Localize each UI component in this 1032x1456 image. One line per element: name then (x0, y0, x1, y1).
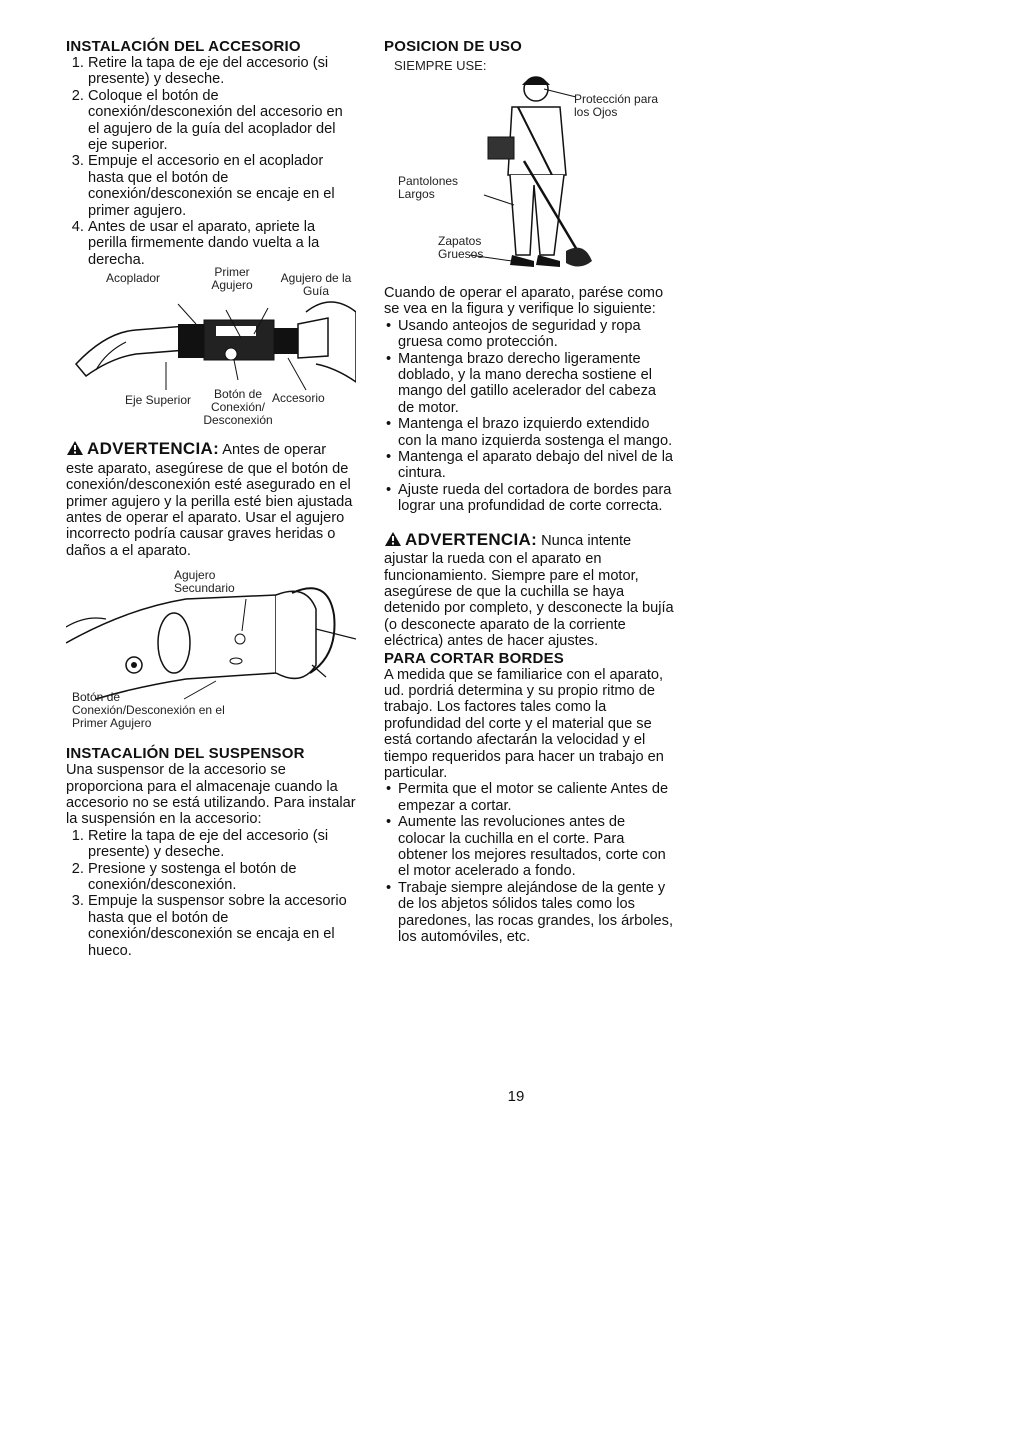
label-boton-primer-agujero: Botón de Conexión/Desconexión en el Primer Agujero (72, 690, 225, 731)
install-steps-list (66, 55, 356, 268)
suspensor-step: 2. Presione y sostenga el botón de conexión/desconexión. (88, 861, 356, 894)
posicion-bullet: • Mantenga brazo derecho ligeramente doblado, y la mano derecha sostiene el mango del gatillo acelerador del cabeza de motor. (398, 351, 674, 417)
suspensor-title: INSTACALIÓN DEL SUSPENSOR (66, 745, 305, 763)
bordes-intro: A medida que se familiarice con el aparato, ud. pordriá determina y su propio ritmo de trabajo. Los factores tales como la profundidad del corte y el material que se está cortando afectarán la velocidad y el tiempo requeridos para hacer un trabajo en particular. (384, 666, 664, 781)
page-number: 19 (507, 1088, 525, 1105)
coupler-figure (66, 265, 356, 428)
label-zapatos: Zapatos Gruesos (438, 234, 484, 261)
posicion-bullet: • Ajuste rueda del cortadora de bordes para lograr una profundidad de corte correcta. (398, 482, 674, 515)
operator-illustration (384, 55, 674, 277)
label-agujero-guia: Agujero de la Guía (280, 271, 352, 299)
label-proteccion: Protección para los Ojos (574, 92, 659, 119)
posicion-bullets (384, 318, 674, 515)
posicion-bullet: • Mantenga el brazo izquierdo extendido con la mano izquierda sostenga el mango. (398, 416, 674, 449)
label-primer-agujero: Primer Agujero (211, 265, 253, 293)
warning-label: ADVERTENCIA: (87, 439, 220, 459)
bordes-bullet: • Aumente las revoluciones antes de colocar la cuchilla en el corte. Para obtener los mejores resultados, corte con el motor acelerado a fondo. (398, 814, 674, 880)
label-accesorio: Accesorio (272, 391, 325, 406)
suspensor-step: 1. Retire la tapa de eje del accesorio (si presente) y deseche. (88, 828, 356, 861)
operator-figure (384, 55, 674, 277)
install-step: 4. Antes de usar el aparato, apriete la perilla firmemente dando vuelta a la derecha. (88, 219, 356, 268)
posicion-bullet: • Usando anteojos de seguridad y ropa gruesa como protección. (398, 318, 674, 351)
warning-block-right (384, 531, 674, 650)
install-step: 2. Coloque el botón de conexión/desconexión del accesorio en el agujero de la guía del acoplador del eje superior. (88, 88, 356, 154)
warning-triangle-icon (384, 531, 402, 551)
bordes-bullets (384, 781, 674, 945)
posicion-title: POSICION DE USO (384, 38, 523, 55)
secondary-hole-figure (66, 569, 356, 729)
label-acoplador: Acoplador (106, 271, 161, 286)
posicion-intro: Cuando de operar el aparato, parése como se vea en la figura y verifique lo siguiente: (384, 285, 664, 318)
warning-text: Nunca intente ajustar la rueda con el aparato en funcionamiento. Siempre pare el motor, asegúrese de que la cuchilla se haya detenido por completo, y desconecte la bujía (o desconecte aparato de la corriente eléctrica) antes de hacer ajustes. (384, 532, 674, 650)
right-column (384, 38, 674, 945)
bordes-bullet: • Permita que el motor se caliente Antes de empezar a cortar. (398, 781, 674, 814)
label-eje-superior: Eje Superior (124, 393, 192, 408)
warning-block-left (66, 440, 356, 559)
label-pantalones: Pantolones Largos (398, 174, 459, 201)
suspensor-step: 3. Empuje la suspensor sobre la accesorio hasta que el botón de conexión/desconexión se encaja en el hueco. (88, 893, 356, 959)
warning-triangle-icon (66, 440, 84, 460)
warning-text: Antes de operar este aparato, asegúrese de que el botón de conexión/desconexión esté asegurado en el primer agujero y la perilla esté bien ajustada antes de operar el aparato. Usar el agujero incorrecto podría causar graves heridas o daños a el aparato. (66, 442, 353, 559)
label-siempre-use: SIEMPRE USE: (394, 58, 487, 73)
bordes-title: PARA CORTAR BORDES (384, 649, 564, 667)
suspensor-steps-list (66, 828, 356, 959)
posicion-bullet: • Mantenga el aparato debajo del nivel de la cintura. (398, 449, 674, 482)
bordes-bullet: • Trabaje siempre alejándose de la gente y de los abjetos sólidos tales como los paredones, las rocas grandes, los árboles, los automóviles, etc. (398, 880, 674, 946)
label-boton-conexion: Botón de Conexión/ Desconexión (203, 387, 273, 428)
suspensor-intro: Una suspensor de la accesorio se proporciona para el almacenaje cuando la accesorio no se está utilizando. Para instalar la suspensión en la accesorio: (66, 762, 356, 828)
install-step: 3. Empuje el accesorio en el acoplador hasta que el botón de conexión/desconexión se encaje en el primer agujero. (88, 153, 356, 219)
install-accessory-title: INSTALACIÓN DEL ACCESORIO (66, 38, 301, 55)
label-agujero-secundario: Agujero Secundario (174, 568, 235, 596)
install-step: 1. Retire la tapa de eje del accesorio (si presente) y deseche. (88, 55, 356, 88)
left-column (66, 38, 356, 959)
warning-label: ADVERTENCIA: (405, 529, 538, 549)
